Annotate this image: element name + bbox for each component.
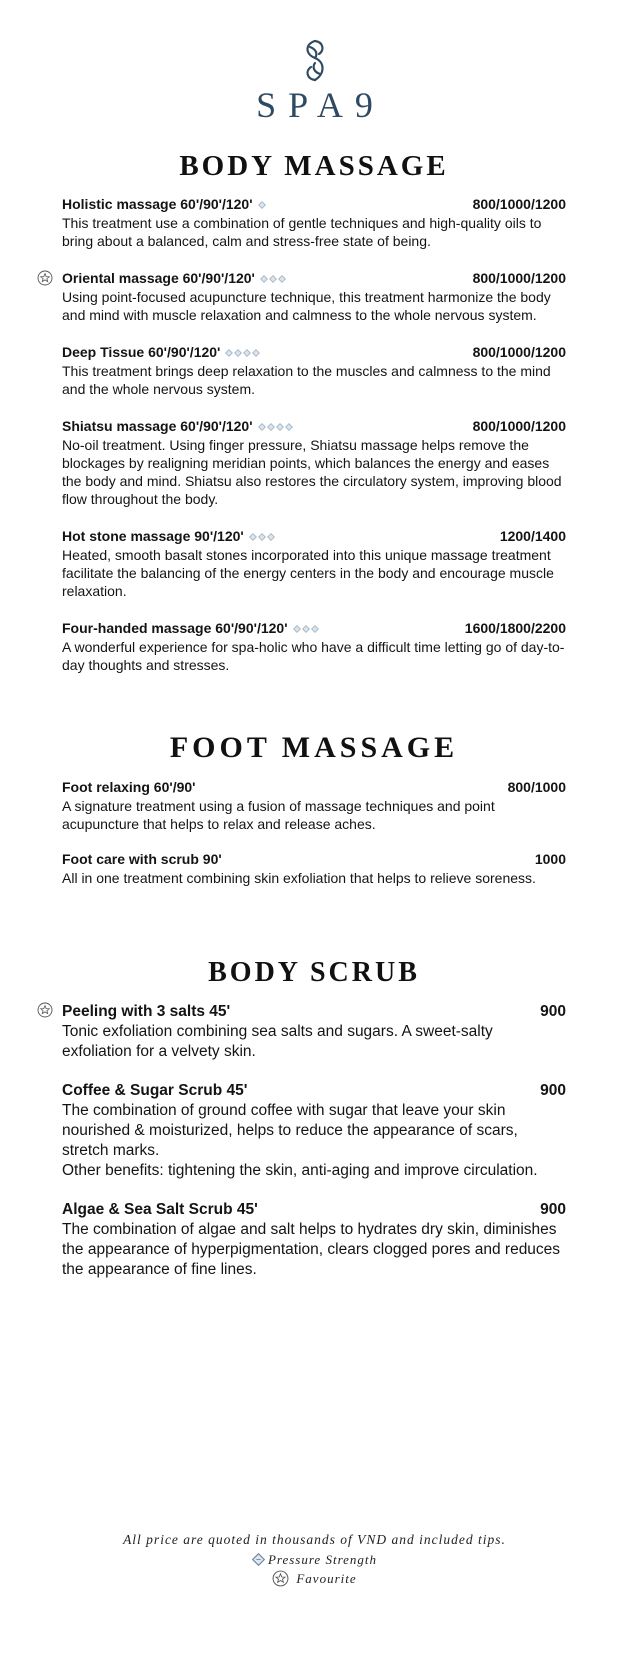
pressure-diamond-icon [278, 275, 286, 283]
item-price: 900 [540, 1201, 566, 1218]
item-name: Foot relaxing 60'/90' [62, 779, 196, 795]
item-name: Deep Tissue 60'/90'/120' [62, 344, 221, 360]
legend-pressure-label: Pressure Strength [267, 1552, 378, 1567]
item-header [62, 527, 566, 546]
favourite-star-icon [37, 1002, 53, 1018]
menu-item [62, 195, 566, 250]
item-header [62, 1199, 566, 1220]
item-description: Tonic exfoliation combining sea salts and sugars. A sweet-salty exfoliation for a velvety skin. [62, 1023, 493, 1060]
pressure-indicator [249, 533, 275, 541]
item-header [62, 850, 566, 869]
menu-item [62, 778, 566, 833]
menu-item [62, 269, 566, 324]
pressure-diamond-icon [258, 201, 266, 209]
menu-item [62, 850, 566, 887]
legend-pressure [0, 1550, 629, 1569]
item-name: Shiatsu massage 60'/90'/120' [62, 418, 253, 434]
item-name: Peeling with 3 salts 45' [62, 1003, 231, 1020]
pressure-indicator [258, 423, 293, 431]
item-name-wrap [62, 1199, 258, 1220]
item-description: A signature treatment using a fusion of massage techniques and point acupuncture that helps to relax and release aches. [62, 798, 495, 832]
item-description: All in one treatment combining skin exfoliation that helps to relieve soreness. [62, 870, 536, 886]
item-name-wrap [62, 343, 260, 362]
section-body-massage [62, 150, 566, 674]
item-name: Algae & Sea Salt Scrub 45' [62, 1201, 258, 1218]
pressure-diamond-icon [267, 533, 275, 541]
item-name: Four-handed massage 60'/90'/120' [62, 620, 288, 636]
pressure-diamond-icon [234, 349, 242, 357]
item-description: Using point-focused acupuncture technique, this treatment harmonize the body and mind with muscle relaxation and calmness to the whole nervous system. [62, 289, 551, 323]
item-name-wrap [62, 527, 275, 546]
item-header [62, 417, 566, 436]
section-title: BODY MASSAGE [179, 150, 449, 182]
menu-item [62, 1080, 566, 1181]
item-name-wrap [62, 619, 319, 638]
menu-item [62, 619, 566, 674]
section-body-scrub [62, 957, 566, 1280]
item-name-wrap [62, 1080, 247, 1101]
pressure-diamond-icon [249, 533, 257, 541]
item-description: The combination of algae and salt helps to hydrates dry skin, diminishes the appearance of hyperpigmentation, clears clogged pores and reduces the appearance of fine lines. [62, 1221, 561, 1278]
menu-item [62, 417, 566, 508]
item-header [62, 1001, 566, 1022]
section-foot-massage [62, 731, 566, 887]
pressure-diamond-icon [285, 423, 293, 431]
pressure-diamond-icon [252, 349, 260, 357]
item-price: 800/1000/1200 [472, 196, 566, 212]
item-price: 800/1000/1200 [472, 270, 566, 286]
item-name: Foot care with scrub 90' [62, 851, 222, 867]
item-description: This treatment use a combination of gentle techniques and high-quality oils to bring about a balanced, calm and stress-free state of being. [62, 215, 542, 249]
menu-item [62, 343, 566, 398]
item-price: 900 [540, 1082, 566, 1099]
item-name-wrap [62, 850, 222, 869]
pressure-diamond-icon [258, 423, 266, 431]
item-price: 800/1000/1200 [472, 344, 566, 360]
pressure-diamond-icon [293, 625, 301, 633]
item-description-extra: Other benefits: tightening the skin, anti-aging and improve circulation. [62, 1162, 538, 1179]
favourite-star-icon [272, 1570, 289, 1587]
item-name-wrap [62, 1001, 230, 1022]
item-name: Hot stone massage 90'/120' [62, 528, 244, 544]
item-description: A wonderful experience for spa-holic who have a difficult time letting go of day-to-day thoughts and stresses. [62, 639, 565, 673]
logo-text: SPA9 [256, 85, 385, 125]
pressure-diamond-icon [302, 625, 310, 633]
item-name-wrap [62, 778, 195, 797]
menu-item [62, 1199, 566, 1280]
item-header [62, 778, 566, 797]
item-price: 800/1000 [507, 779, 566, 795]
pressure-indicator [258, 201, 266, 209]
item-header [62, 269, 566, 288]
pressure-diamond-icon [258, 533, 266, 541]
item-name-wrap [62, 417, 293, 436]
item-price: 1600/1800/2200 [464, 620, 566, 636]
pressure-diamond-icon [276, 423, 284, 431]
menu-item [62, 527, 566, 600]
pressure-diamond-icon [260, 275, 268, 283]
item-name: Coffee & Sugar Scrub 45' [62, 1082, 248, 1099]
item-price: 1200/1400 [499, 528, 566, 544]
pressure-indicator [225, 349, 260, 357]
price-note: All price are quoted in thousands of VND and included tips. [123, 1532, 506, 1547]
item-name: Holistic massage 60'/90'/120' [62, 196, 253, 212]
pressure-indicator [260, 275, 286, 283]
item-header [62, 619, 566, 638]
item-description: This treatment brings deep relaxation to the muscles and calmness to the mind and the whole nervous system. [62, 363, 551, 397]
item-price: 800/1000/1200 [472, 418, 566, 434]
item-description: Heated, smooth basalt stones incorporated into this unique massage treatment facilitate the balancing of the energy centers in the body and encourage muscle relaxation. [62, 547, 554, 599]
pressure-diamond-icon [269, 275, 277, 283]
item-description: No-oil treatment. Using finger pressure, Shiatsu massage helps remove the blockages by realigning meridian points, which balances the energy and eases the body and mind. Shiatsu also restores the circulatory system, improving blood flow throughout the body. [62, 437, 562, 507]
pressure-diamond-icon [311, 625, 319, 633]
pressure-icon [252, 1553, 265, 1566]
item-header [62, 1080, 566, 1101]
item-name: Oriental massage 60'/90'/120' [62, 270, 255, 286]
section-title: FOOT MASSAGE [169, 731, 459, 764]
pressure-indicator [293, 625, 319, 633]
item-name-wrap [62, 269, 286, 288]
item-name-wrap [62, 195, 266, 214]
favourite-star-icon [37, 270, 53, 286]
item-price: 900 [540, 1003, 566, 1020]
logo-mark-icon [295, 38, 335, 84]
section-title: BODY SCRUB [208, 957, 420, 988]
pressure-diamond-icon [243, 349, 251, 357]
logo [0, 38, 629, 125]
item-header [62, 195, 566, 214]
legend-favourite-label: Favourite [296, 1571, 357, 1586]
legend-favourite [0, 1569, 629, 1588]
menu-item [62, 1001, 566, 1062]
pressure-diamond-icon [225, 349, 233, 357]
pressure-diamond-icon [267, 423, 275, 431]
item-description: The combination of ground coffee with sugar that leave your skin nourished & moisturized, helps to reduce the appearance of scars, stretch marks. [62, 1102, 518, 1159]
item-header [62, 343, 566, 362]
item-price: 1000 [534, 851, 566, 867]
footer [0, 1530, 629, 1588]
